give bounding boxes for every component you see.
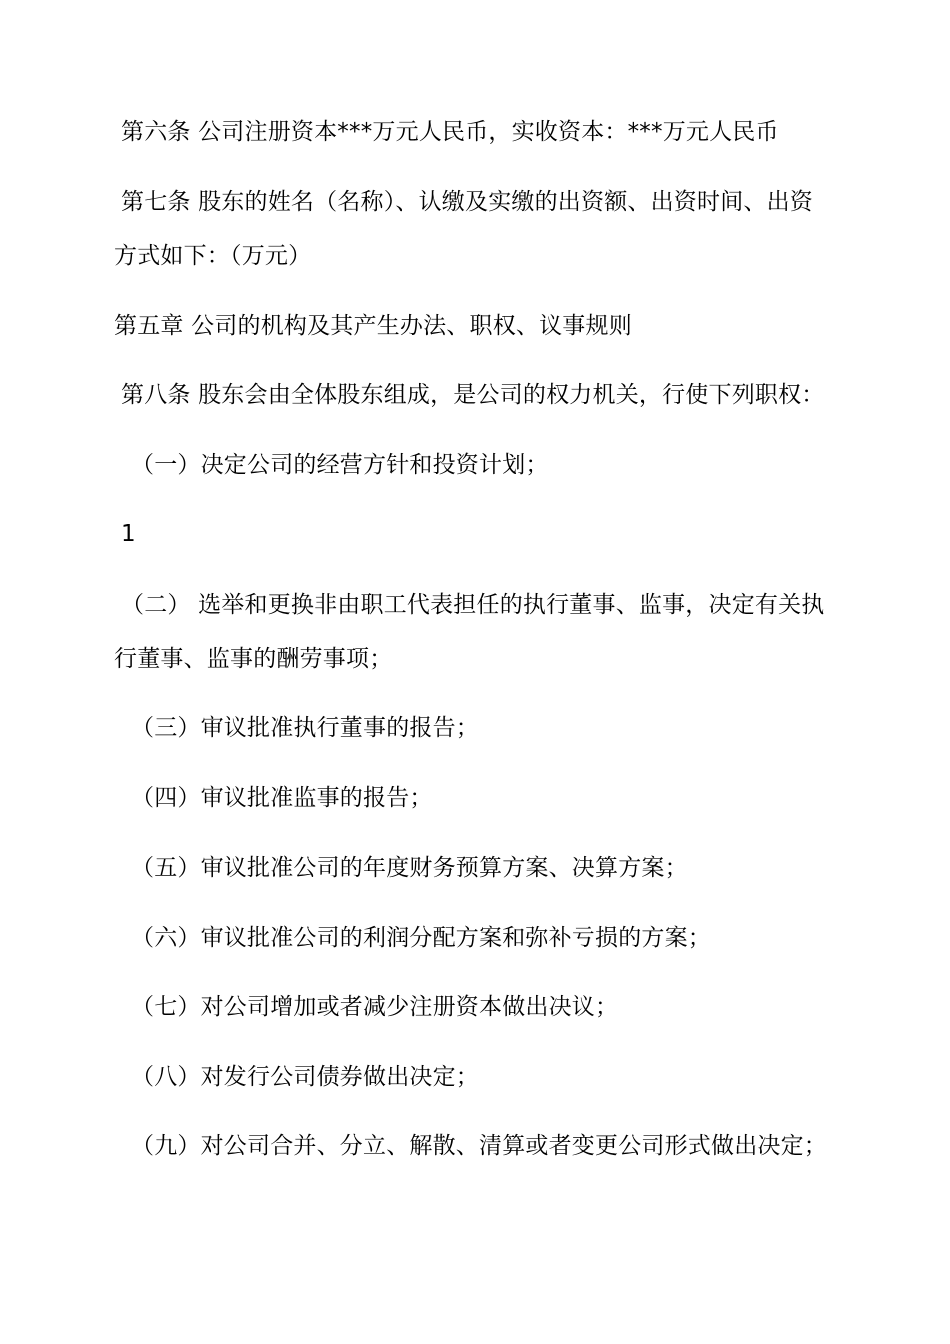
power-item-8: （八）对发行公司债券做出决定； bbox=[131, 1064, 479, 1090]
power-item-7: （七）对公司增加或者减少注册资本做出决议； bbox=[131, 994, 619, 1020]
chapter-5-heading: 第五章 公司的机构及其产生办法、职权、议事规则 bbox=[114, 313, 632, 339]
power-item-5: （五）审议批准公司的年度财务预算方案、决算方案； bbox=[131, 855, 688, 881]
power-item-4: （四）审议批准监事的报告； bbox=[131, 785, 433, 811]
power-item-3: （三）审议批准执行董事的报告； bbox=[131, 715, 479, 741]
power-item-1: （一）决定公司的经营方针和投资计划； bbox=[131, 452, 549, 478]
article-7-continuation: 方式如下：（万元） bbox=[114, 243, 312, 269]
power-item-9: （九）对公司合并、分立、解散、清算或者变更公司形式做出决定； bbox=[131, 1133, 827, 1159]
article-8-shareholders-meeting: 第八条 股东会由全体股东组成，是公司的权力机关，行使下列职权： bbox=[121, 382, 825, 408]
power-item-2: （二） 选举和更换非由职工代表担任的执行董事、监事，决定有关执 bbox=[121, 592, 825, 618]
article-7-shareholders: 第七条 股东的姓名（名称）、认缴及实缴的出资额、出资时间、出资 bbox=[121, 189, 814, 215]
article-6-registered-capital: 第六条 公司注册资本***万元人民币，实收资本：***万元人民币 bbox=[121, 119, 779, 145]
power-item-6: （六）审议批准公司的利润分配方案和弥补亏损的方案； bbox=[131, 925, 711, 951]
page-number: 1 bbox=[121, 521, 136, 547]
power-item-2-continuation: 行董事、监事的酬劳事项； bbox=[114, 646, 393, 672]
